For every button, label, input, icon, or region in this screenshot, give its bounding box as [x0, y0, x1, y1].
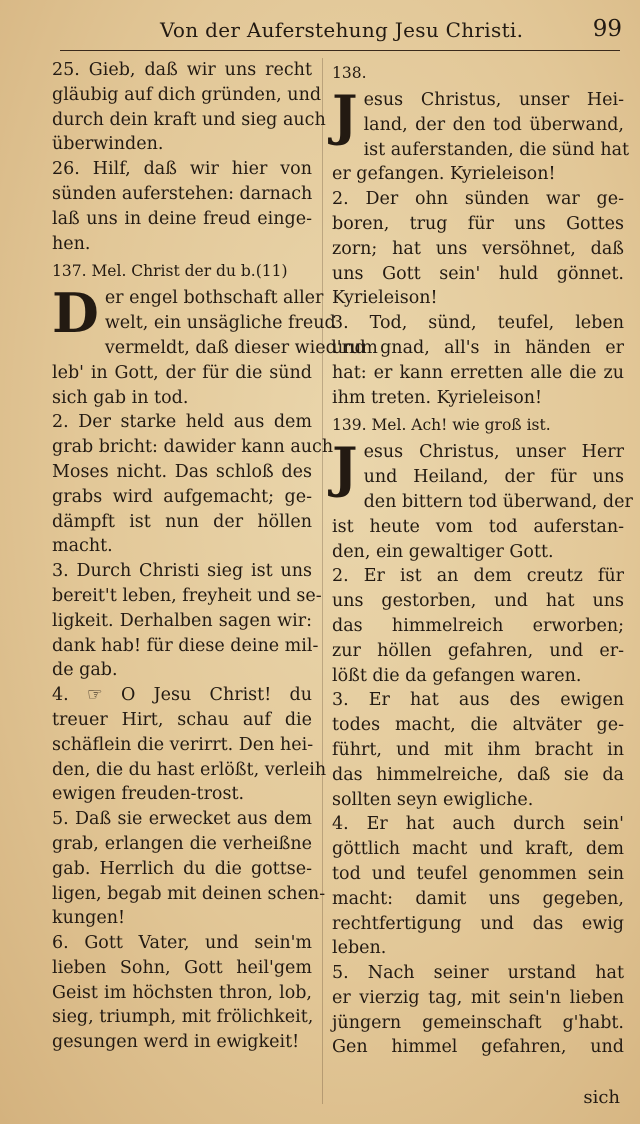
text-line: führt, und mit ihm bracht in [332, 739, 624, 760]
text-line: 3. Durch Christi sieg ist uns [52, 561, 312, 582]
text-line: überwinden. [52, 134, 164, 155]
text-line: er engel bothschaft aller [104, 288, 324, 309]
text-line: göttlich macht und kraft, dem [332, 839, 624, 860]
text-line: esus Christus, unser Hei- [363, 90, 624, 110]
text-line: 3. Tod, sünd, teufel, leben [332, 313, 624, 334]
text-line: grab, erlangen die verheißne [52, 833, 312, 854]
text-line: treuer Hirt, schau auf die [52, 709, 312, 730]
text-line: das himmelreiche, daß sie da [332, 764, 624, 785]
hymn-138 [332, 83, 630, 410]
text-line: ligkeit. Derhalben sagen wir: [52, 610, 312, 631]
column-gutter [322, 58, 323, 1104]
hymn-139 [332, 435, 633, 1060]
text-line: durch dein kraft und sieg auch [52, 109, 326, 130]
text-line: gesungen werd in ewigkeit! [52, 1032, 300, 1053]
text-line: leb' in Gott, der für die sünd [52, 362, 312, 383]
text-line: uns gestorben, und hat uns [332, 591, 624, 612]
text-line: den, die du hast erlößt, verleih [52, 759, 327, 780]
text-line: Kyrieleison! [332, 288, 438, 309]
verses-25-26 [52, 58, 326, 256]
hymn-138-heading: 138. [332, 64, 367, 82]
text-line: laß uns in deine freud einge- [52, 208, 312, 229]
text-line: macht. [52, 536, 113, 557]
text-line: grab bricht: dawider kann auch [52, 437, 334, 458]
text-line: ist auferstanden, die sünd hat [363, 139, 630, 160]
text-line: 4. Er hat auch durch sein' [332, 814, 624, 835]
text-line: vermeldt, daß dieser wied'rum [104, 337, 378, 358]
catchword: sich [583, 1087, 620, 1108]
text-line: dämpft ist nun der höllen [52, 511, 312, 532]
text-line: welt, ein unsägliche freud [104, 313, 336, 334]
text-line: dank hab! für diese deine mil- [52, 635, 319, 656]
text-line: 5. Daß sie erwecket aus dem [52, 809, 312, 830]
text-line: macht: damit uns gegeben, [332, 888, 624, 909]
text-line: das himmelreich erworben; [332, 615, 624, 636]
text-line: den bittern tod überwand, der [363, 491, 633, 512]
text-line: de gab. [52, 660, 118, 681]
text-line: und gnad, all's in händen er [332, 337, 624, 358]
hymn-138-dropcap: J [332, 83, 358, 147]
text-line: 2. Er ist an dem creutz für [332, 566, 624, 587]
text-line: ewigen freuden-trost. [52, 784, 245, 805]
hymn-137-heading: 137. Mel. Christ der du b.(11) [52, 262, 288, 281]
text-line: 26. Hilf, daß wir hier von [52, 159, 312, 180]
text-line: ihm treten. Kyrieleison! [332, 387, 543, 408]
text-line: bereit't leben, freyheit und se- [52, 585, 322, 606]
text-line: sieg, triumph, mit frölichkeit, [52, 1007, 314, 1028]
text-line: sollten seyn ewigliche. [332, 789, 534, 810]
text-line: todes macht, die altväter ge- [332, 715, 624, 736]
text-line: sünden auferstehen: darnach [52, 183, 313, 204]
hymn-137-dropcap: D [52, 281, 99, 346]
text-line: 4. ☞ O Jesu Christ! du [52, 685, 312, 706]
text-line: esus Christus, unser Herr [363, 442, 624, 463]
text-line: den, ein gewaltiger Gott. [332, 541, 554, 562]
hymn-139-dropcap: J [332, 435, 358, 500]
page-header [0, 14, 640, 50]
text-line: kungen! [52, 908, 126, 929]
text-line: land, der den tod überwand, [363, 114, 624, 135]
text-line: sich gab in tod. [52, 387, 189, 408]
text-line: hen. [52, 233, 91, 254]
hymn-137 [52, 281, 378, 1055]
text-line: er gefangen. Kyrieleison! [332, 164, 556, 185]
text-line: uns Gott sein' huld gönnet. [332, 263, 624, 284]
text-line: ist heute vom tod auferstan- [332, 516, 624, 537]
text-line: Gen himmel gefahren, und [332, 1037, 624, 1058]
text-line: hat: er kann erretten alle die zu [332, 362, 624, 383]
text-line: boren, trug für uns Gottes [332, 213, 624, 234]
text-line: schäflein die verirrt. Den hei- [52, 734, 314, 755]
text-line: gläubig auf dich gründen, und [52, 84, 322, 105]
text-line: lieben Sohn, Gott heil'gem [52, 957, 312, 978]
text-line: 3. Er hat aus des ewigen [332, 690, 624, 711]
text-line: gab. Herrlich du die gottse- [52, 858, 312, 879]
right-column [332, 58, 633, 1060]
text-line: lößt die da gefangen waren. [332, 665, 582, 686]
text-line: zur höllen gefahren, und er- [332, 640, 624, 661]
hymn-139-heading: 139. Mel. Ach! wie groß ist. [332, 416, 551, 435]
text-line: Moses nicht. Das schloß des [52, 461, 312, 482]
text-line: grabs wird aufgemacht; ge- [52, 486, 312, 507]
text-line: 5. Nach seiner urstand hat [332, 963, 624, 984]
text-line: leben. [332, 938, 387, 959]
running-title: Von der Auferstehung Jesu Christi. [160, 18, 524, 42]
text-line: 2. Der ohn sünden war ge- [332, 189, 624, 210]
text-line: und Heiland, der für uns [363, 467, 624, 488]
text-line: ligen, begab mit deinen schen- [52, 883, 326, 904]
text-line: rechtfertigung und das ewig [332, 913, 624, 934]
text-line: 25. Gieb, daß wir uns recht [52, 60, 312, 80]
text-line: er vierzig tag, mit sein'n lieben [332, 987, 624, 1008]
text-line: tod und teufel genommen sein [332, 863, 624, 884]
text-line: Geist im höchsten thron, lob, [52, 982, 312, 1003]
page-number: 99 [592, 16, 622, 42]
text-line: 6. Gott Vater, und sein'm [52, 933, 312, 954]
header-rule [60, 50, 620, 51]
text-line: jüngern gemeinschaft g'habt. [332, 1012, 624, 1033]
text-line: zorn; hat uns versöhnet, daß [332, 238, 624, 259]
text-line: 2. Der starke held aus dem [52, 412, 312, 433]
